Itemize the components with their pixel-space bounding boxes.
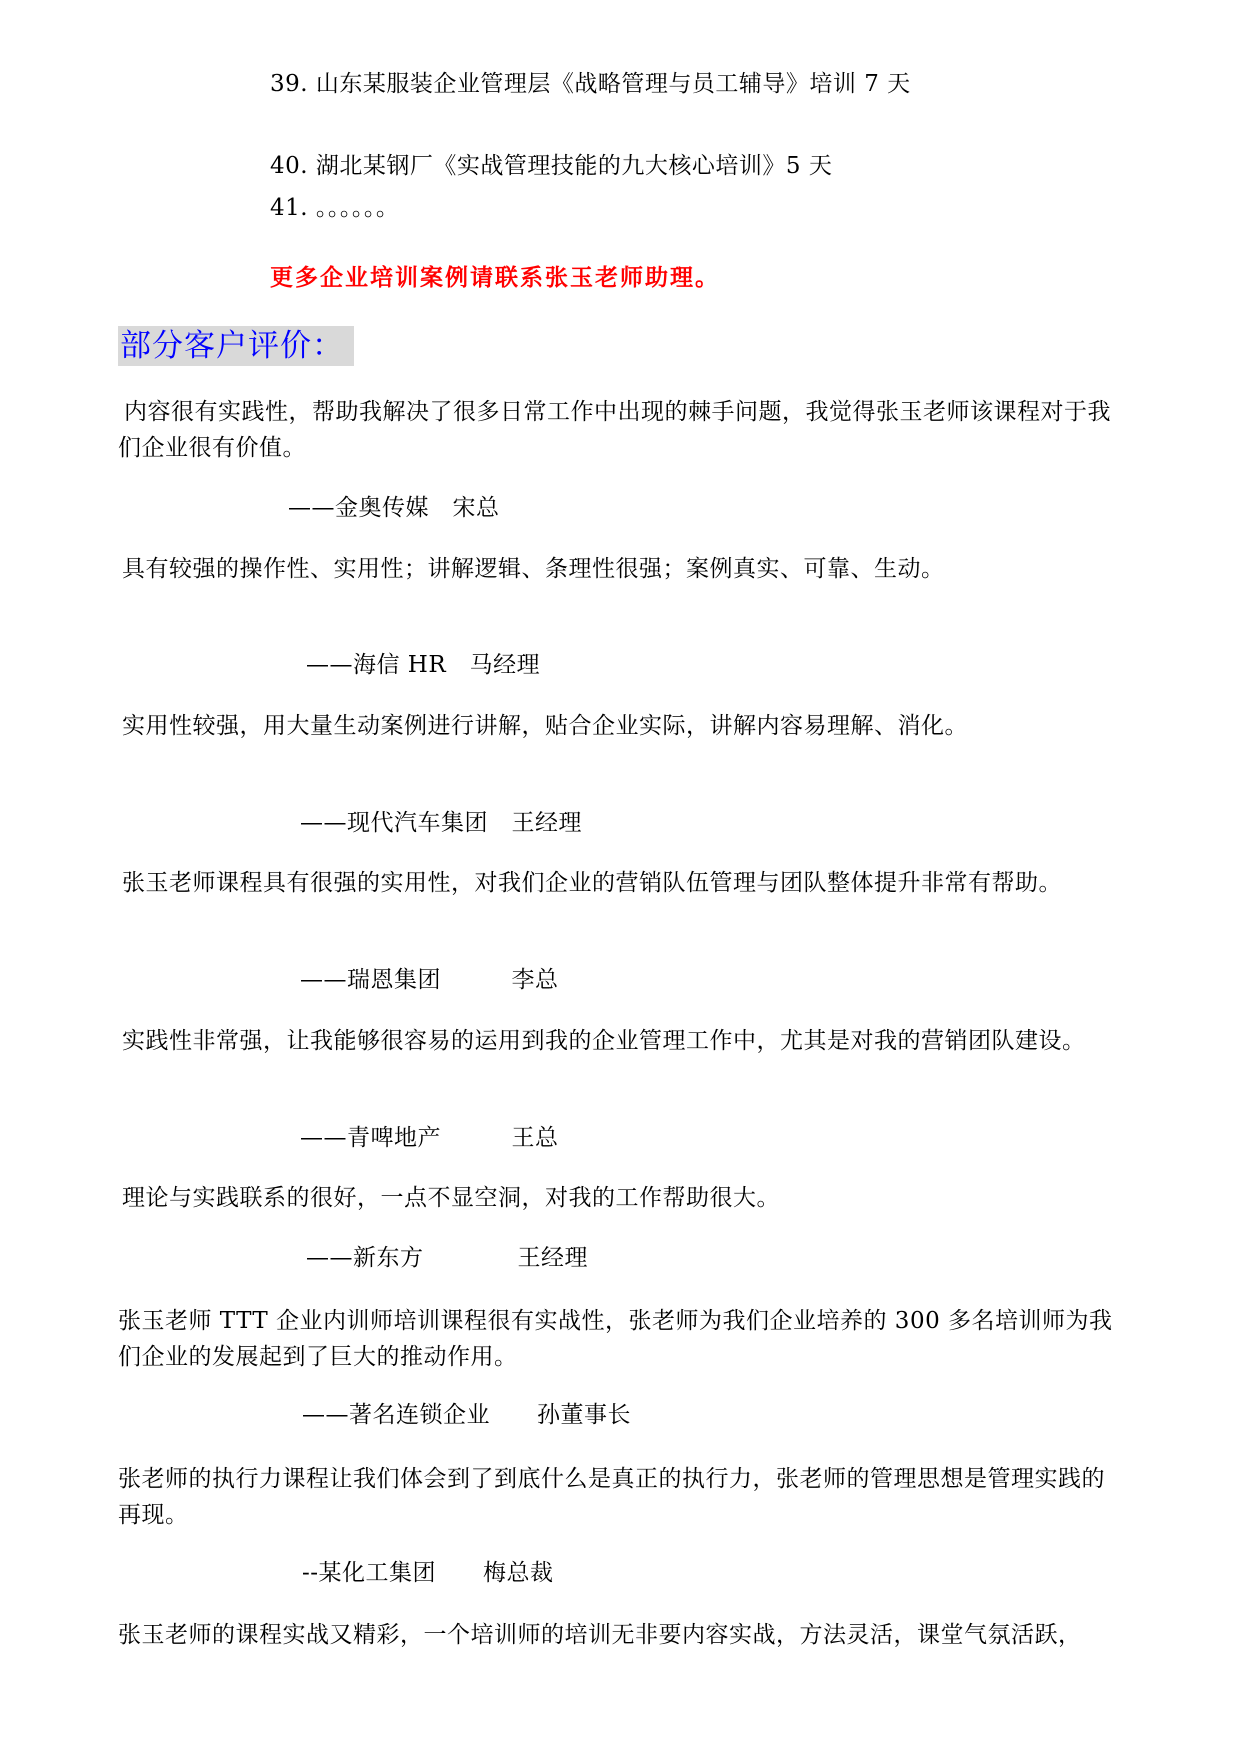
case-item-41: 41. 。。。。。。	[270, 195, 400, 221]
review-signature: ——青啤地产 王总	[300, 1125, 559, 1151]
review-text: 实践性非常强，让我能够很容易的运用到我的企业管理工作中，尤其是对我的营销团队建设。	[122, 1028, 1086, 1054]
section-title: 部分客户评价：	[120, 328, 344, 364]
section-heading	[118, 326, 354, 366]
contact-note: 更多企业培训案例请联系张玉老师助理。	[270, 264, 720, 291]
review-text: 张玉老师 TTT 企业内训师培训课程很有实战性，张老师为我们企业培养的 300 多名培训师为我们企业的发展起到了巨大的推动作用。	[118, 1308, 1113, 1370]
review-text: 实用性较强，用大量生动案例进行讲解，贴合企业实际，讲解内容易理解、消化。	[122, 713, 968, 739]
review-signature: --某化工集团 梅总裁	[302, 1560, 554, 1586]
review-text: 内容很有实践性，帮助我解决了很多日常工作中出现的棘手问题，我觉得张玉老师该课程对于我们企业很有价值。	[118, 399, 1111, 461]
review-text: 张老师的执行力课程让我们体会到了到底什么是真正的执行力，张老师的管理思想是管理实践的再现。	[118, 1466, 1105, 1528]
review-signature: ——海信 HR 马经理	[306, 652, 541, 678]
review-text: 理论与实践联系的很好，一点不显空洞，对我的工作帮助很大。	[122, 1185, 780, 1211]
review-signature: ——金奥传媒 宋总	[288, 495, 500, 521]
review-signature: ——著名连锁企业 孙董事长	[302, 1402, 631, 1428]
review-signature: ——现代汽车集团 王经理	[300, 810, 582, 836]
case-item-40: 40. 湖北某钢厂《实战管理技能的九大核心培训》5 天	[270, 153, 833, 179]
case-item-39: 39. 山东某服装企业管理层《战略管理与员工辅导》培训 7 天	[270, 71, 911, 97]
review-signature: ——新东方 王经理	[306, 1245, 588, 1271]
review-text: 张玉老师的课程实战又精彩，一个培训师的培训无非要内容实战，方法灵活，课堂气氛活跃，	[118, 1622, 1082, 1648]
review-signature: ——瑞恩集团 李总	[300, 967, 559, 993]
review-text: 张玉老师课程具有很强的实用性，对我们企业的营销队伍管理与团队整体提升非常有帮助。	[122, 870, 1062, 896]
review-text: 具有较强的操作性、实用性；讲解逻辑、条理性很强；案例真实、可靠、生动。	[122, 556, 945, 582]
